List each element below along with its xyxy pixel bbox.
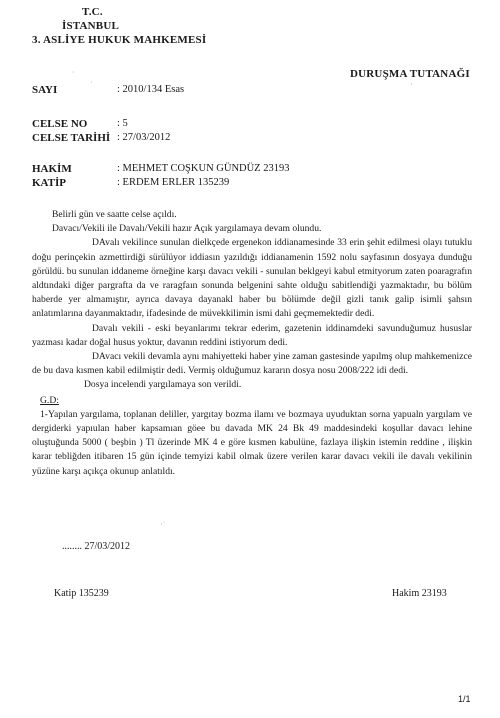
paragraph-verdict: 1-Yapılan yargılama, toplanan deliller, yargıtay bozma ilamı ve bozmaya uyuduktan sorna yapualn yargılam ve dergiderki yapıulan haber kapsamıan göee bu davada MK 24 Bk 49 maddesindeki koşullar davacı lehine oluştuğunda 5000 ( beşbin ) Tl üzerinde MK 4 e göre kısmen kabulüne, fazlaya ilişkin istemin reddine , ilişkin karar tebliğden itibaren 15 gün içinde temyizi kabil olmak üzere verilen karar davacı vekili ile davalı vekilinin yüzüne karşı açıkça okunup anlatıldı. (32, 408, 472, 477)
celse-tarihi-value: : 27/03/2012 (117, 132, 171, 143)
footer-katip: Katip 135239 (54, 588, 109, 599)
hakim-label: HAKİM (32, 163, 72, 175)
katip-label: KATİP (32, 177, 67, 189)
gd-label: G.D: (40, 394, 59, 406)
document-title: DURUŞMA TUTANAĞI (350, 68, 470, 80)
hakim-value: : MEHMET COŞKUN GÜNDÜZ 23193 (117, 163, 290, 174)
header-court: 3. ASLİYE HUKUK MAHKEMESİ (32, 34, 207, 46)
page-number: 1/1 (458, 694, 471, 704)
paragraph-closing: Dosya incelendi yargılamaya son verildi. (84, 379, 242, 391)
paragraph-plaintiff-statement: DAvalı vekilince sunulan dielkçede ergenekon iddianamesinde 33 erin şehit edilmesi olayı tutuklu doğu perinçekin azmettirdiği sürülüyor iddiasın yazıldığı iddianamenin 1592 nolu sayfasının dosyaya dunduğu görüldü. bu sunulan iddaneme örneğine karşı davacı vekili - sunulan beklgeyi kabul etmityorum zaten poaragrafın aldtındaki diğer pargrafta da ve raragfaın sonunda belgenini sahte olduğu sabitlendiği yazmaktadır, bu bölüm haberde yer almamıştır, ayrıca davaya dayanakl haber bu bölümde değil gizli tanık galip isimli şahsın anlatımlarına dayanmaktadır, ifadesinde de müvekkilimin ismi dahi geçmemektedir dedi. (32, 237, 472, 320)
sayi-label: SAYI (32, 84, 58, 96)
scan-mark: ˙ (90, 80, 93, 89)
footer-date: ........ 27/03/2012 (62, 541, 131, 552)
celse-tarihi-label: CELSE TARİHİ (32, 132, 111, 144)
katip-value: : ERDEM ERLER 135239 (117, 177, 230, 188)
celse-no-value: : 5 (117, 118, 128, 129)
minutes-body (32, 208, 472, 479)
scan-mark: ·˙ (160, 520, 166, 529)
paragraph-opening: Belirli gün ve saatte celse açıldı. (52, 209, 177, 220)
paragraph-attendance: Davacı/Vekili ile Davalı/Vekili hazır Açık yargılamaya devam olundu. (52, 223, 322, 235)
footer-hakim: Hakim 23193 (392, 588, 447, 599)
scan-mark: · (72, 68, 75, 77)
celse-no-label: CELSE NO (32, 118, 88, 130)
header-city: İSTANBUL (62, 20, 120, 32)
scan-mark: · (410, 80, 413, 89)
paragraph-plaintiff-followup: DAvacı vekili devamla aynı mahiyetteki haber yine zaman gastesinde yapılmş olup mahkemenizce de bu dava kısmen kabil edilmiştir dedi. Vermiş olduğumuz kararın dosya nosu 2008/222 idi dedi. (32, 351, 472, 377)
header-tc: T.C. (82, 6, 103, 18)
paragraph-defendant-statement: Davalı vekili - eski beyanlarımı tekrar ederim, gazetenin iddinamdeki savunduğumuz hususlar yazması kadar doğal husus yoktur, davanın reddini istiyorum dedi. (32, 322, 472, 348)
sayi-value: : 2010/134 Esas (117, 84, 185, 95)
